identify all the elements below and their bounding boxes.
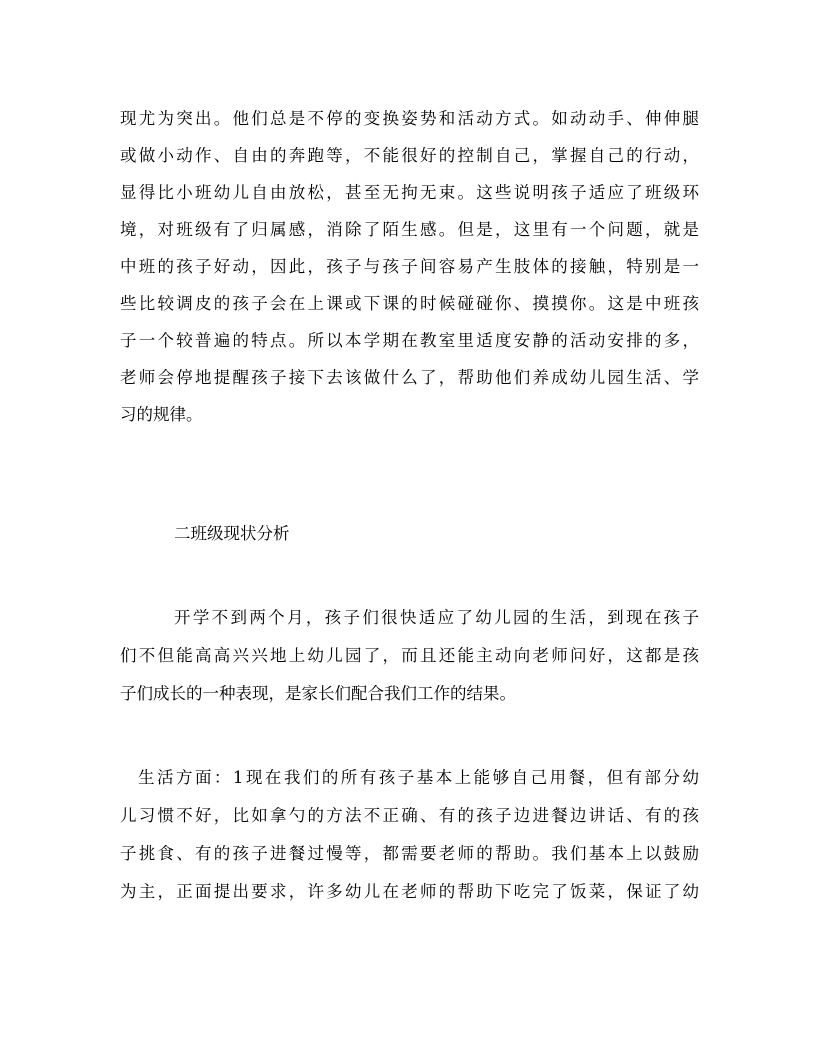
paragraph-1-line-4: 境，对班级有了归属感，消除了陌生感。但是，这里有一个问题，就是 — [120, 220, 699, 239]
paragraph-3-line-3: 子挑食、有的孩子进餐过慢等，都需要老师的帮助。我们基本上以鼓励 — [120, 844, 699, 863]
paragraph-2-line-1: 开学不到两个月，孩子们很快适应了幼儿园的生活，到现在孩子 — [174, 608, 699, 627]
paragraph-1-line-9: 习的规律。 — [120, 405, 203, 424]
paragraph-2-line-2: 们不但能高高兴兴地上幼儿园了，而且还能主动向老师问好，这都是孩 — [120, 646, 699, 665]
paragraph-1-line-5: 中班的孩子好动，因此，孩子与孩子间容易产生肢体的接触，特别是一 — [120, 257, 699, 276]
paragraph-2-line-3: 子们成长的一种表现，是家长们配合我们工作的结果。 — [120, 684, 516, 703]
paragraph-1-line-6: 些比较调皮的孩子会在上课或下课的时候碰碰你、摸摸你。这是中班孩 — [120, 294, 699, 313]
paragraph-3-line-2: 儿习惯不好，比如拿勺的方法不正确、有的孩子边进餐边讲话、有的孩 — [120, 806, 699, 825]
paragraph-1-line-3: 显得比小班幼儿自由放松，甚至无拘无束。这些说明孩子适应了班级环 — [120, 183, 699, 202]
section-heading: 二班级现状分析 — [174, 524, 290, 543]
paragraph-1-line-1: 现尤为突出。他们总是不停的变换姿势和活动方式。如动动手、伸伸腿 — [120, 109, 699, 128]
paragraph-3-line-1: 生活方面：1现在我们的所有孩子基本上能够自己用餐，但有部分幼 — [138, 768, 699, 787]
paragraph-1-line-7: 子一个较普遍的特点。所以本学期在教室里适度安静的活动安排的多， — [120, 331, 699, 350]
paragraph-1-line-2: 或做小动作、自由的奔跑等，不能很好的控制自己，掌握自己的行动， — [120, 146, 699, 165]
paragraph-3-line-4: 为主，正面提出要求，许多幼儿在老师的帮助下吃完了饭菜，保证了幼 — [120, 882, 699, 901]
paragraph-1-line-8: 老师会停地提醒孩子接下去该做什么了，帮助他们养成幼儿园生活、学 — [120, 368, 699, 387]
